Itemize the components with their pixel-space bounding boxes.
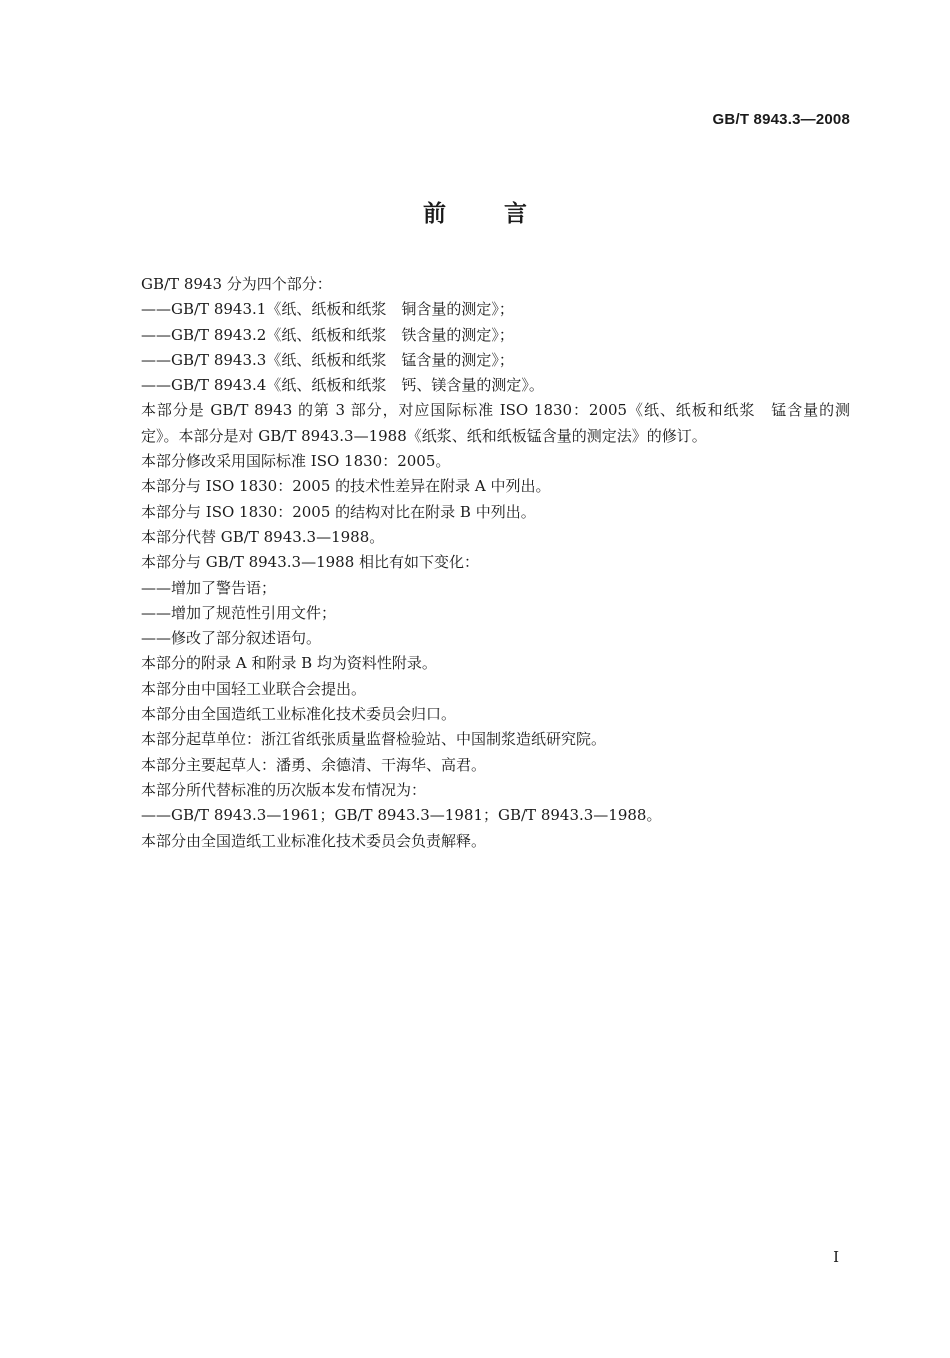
paragraph: 本部分主要起草人：潘勇、余德清、干海华、高君。 [141,755,487,774]
list-item: ——GB/T 8943.2《纸、纸板和纸浆 铁含量的测定》； [141,325,514,344]
list-item: ——GB/T 8943.3《纸、纸板和纸浆 锰含量的测定》； [141,350,514,369]
paragraph: 本部分与 ISO 1830：2005 的技术性差异在附录 A 中列出。 [141,477,551,496]
paragraph: 本部分与 ISO 1830：2005 的结构对比在附录 B 中列出。 [141,502,536,521]
list-item: ——增加了规范性引用文件； [141,603,337,622]
paragraph: 本部分由中国轻工业联合会提出。 [141,679,367,698]
document-body [108,272,850,854]
paragraph: 本部分由全国造纸工业标准化技术委员会负责解释。 [141,831,487,850]
paragraph: 本部分起草单位：浙江省纸张质量监督检验站、中国制浆造纸研究院。 [141,730,607,749]
paragraph: 本部分修改采用国际标准 ISO 1830：2005。 [141,452,451,471]
page-title: 前言 [423,200,585,227]
paragraph: GB/T 8943 分为四个部分： [141,275,332,293]
paragraph: 本部分与 GB/T 8943.3—1988 相比有如下变化： [141,553,480,572]
paragraph: 本部分是 GB/T 8943 的第 3 部分，对应国际标准 ISO 1830：2005《纸、纸板和纸浆 锰含量的测定》。本部分是对 GB/T 8943.3—1988《纸浆、纸和纸板锰含量的测定法》的修订。 [141,401,850,445]
paragraph: 本部分所代替标准的历次版本发布情况为： [141,780,427,799]
list-item: ——修改了部分叙述语句。 [141,629,322,648]
paragraph: 本部分由全国造纸工业标准化技术委员会归口。 [141,705,457,724]
standard-code: GB/T 8943.3—2008 [712,111,850,128]
list-item: ——增加了警告语； [141,578,277,597]
list-item: ——GB/T 8943.4《纸、纸板和纸浆 钙、镁含量的测定》。 [141,376,544,395]
list-item: ——GB/T 8943.1《纸、纸板和纸浆 铜含量的测定》； [141,300,514,319]
paragraph: 本部分代替 GB/T 8943.3—1988。 [141,527,385,546]
list-item: ——GB/T 8943.3—1961；GB/T 8943.3—1981；GB/T 8943.3—1988。 [141,806,662,825]
paragraph: 本部分的附录 A 和附录 B 均为资料性附录。 [141,654,437,673]
page-number: I [833,1248,839,1266]
